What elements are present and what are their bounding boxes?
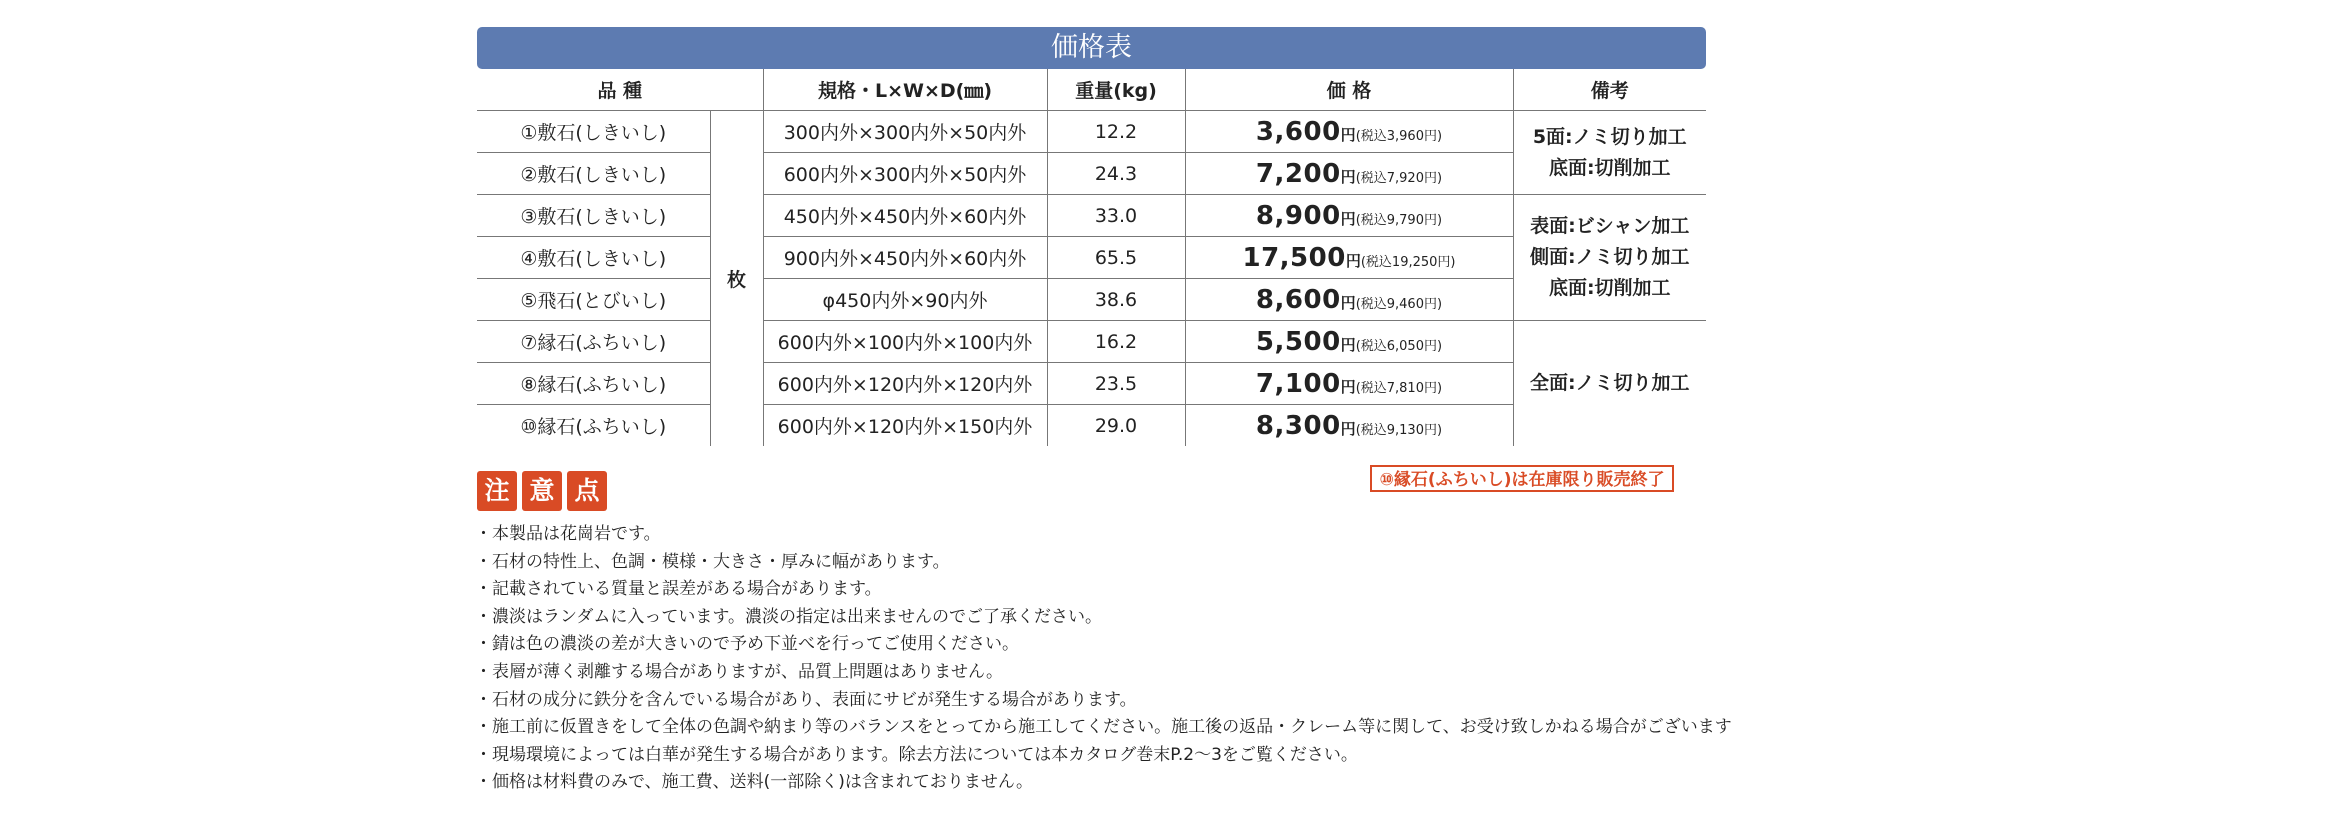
remarks-group-1 (1513, 111, 1706, 195)
remark-line: 5面:ノミ切り加工 (1532, 125, 1687, 148)
product-price (1185, 321, 1513, 363)
remark-line: 表面:ビシャン加工 (1530, 215, 1690, 237)
caution-badge (477, 471, 607, 511)
product-weight: 33.0 (1047, 195, 1185, 237)
product-price (1185, 405, 1513, 447)
remark-line: 底面:切削加工 (1548, 156, 1671, 179)
unit-cell: 枚 (710, 111, 763, 447)
product-name: ②敷石(しきいし) (477, 153, 710, 195)
product-weight: 29.0 (1047, 405, 1185, 447)
product-weight: 38.6 (1047, 279, 1185, 321)
product-price (1185, 279, 1513, 321)
price-table-title: 価格表 (477, 27, 1706, 69)
product-name: ⑦縁石(ふちいし) (477, 321, 710, 363)
price-tax: (税込7,810円) (1355, 380, 1443, 396)
sold-out-notice: ⑩縁石(ふちいし)は在庫限り販売終了 (1370, 465, 1674, 492)
product-weight: 12.2 (1047, 111, 1185, 153)
price-yen: 円 (1340, 293, 1356, 312)
price-tax: (税込19,250円) (1360, 254, 1456, 270)
product-name: ⑧縁石(ふちいし) (477, 363, 710, 405)
product-spec: 600内外×120内外×150内外 (763, 405, 1047, 447)
header-name: 品 種 (477, 69, 763, 111)
price-tax: (税込3,960円) (1355, 128, 1443, 144)
caution-char: 点 (567, 471, 607, 511)
product-spec: 600内外×120内外×120内外 (763, 363, 1047, 405)
product-price (1185, 153, 1513, 195)
price-tax: (税込6,050円) (1355, 338, 1443, 354)
price-value: 8,900 (1255, 200, 1341, 231)
product-price (1185, 195, 1513, 237)
price-tax: (税込9,460円) (1355, 296, 1443, 312)
price-value: 8,300 (1255, 410, 1341, 441)
caution-note: ・記載されている質量と誤差がある場合があります。 (475, 579, 882, 600)
price-yen: 円 (1340, 377, 1356, 396)
caution-note: ・価格は材料費のみで、施工費、送料(一部除く)は含まれておりません。 (475, 772, 1033, 793)
table-header-row (477, 69, 1706, 111)
product-spec: 450内外×450内外×60内外 (763, 195, 1047, 237)
price-tax: (税込9,130円) (1355, 422, 1443, 438)
caution-note: ・錆は色の濃淡の差が大きいので予め下並べを行ってご使用ください。 (475, 634, 1019, 655)
price-value: 7,200 (1255, 158, 1341, 189)
price-value: 8,600 (1255, 284, 1341, 315)
price-yen: 円 (1340, 209, 1356, 228)
product-weight: 16.2 (1047, 321, 1185, 363)
product-name: ③敷石(しきいし) (477, 195, 710, 237)
header-weight: 重量(kg) (1047, 69, 1185, 111)
product-spec: 600内外×300内外×50内外 (763, 153, 1047, 195)
product-spec: 600内外×100内外×100内外 (763, 321, 1047, 363)
price-tax: (税込9,790円) (1355, 212, 1443, 228)
product-weight: 23.5 (1047, 363, 1185, 405)
product-spec: 300内外×300内外×50内外 (763, 111, 1047, 153)
product-weight: 24.3 (1047, 153, 1185, 195)
price-value: 7,100 (1255, 368, 1341, 399)
caution-notes-list (475, 521, 1732, 797)
price-value: 5,500 (1255, 326, 1341, 357)
product-name: ⑩縁石(ふちいし) (477, 405, 710, 447)
price-table (477, 69, 1706, 446)
product-spec: 900内外×450内外×60内外 (763, 237, 1047, 279)
remark-line: 全面:ノミ切り加工 (1529, 372, 1690, 394)
header-notes: 備考 (1513, 69, 1706, 111)
caution-note: ・現場環境によっては白華が発生する場合があります。除去方法については本カタログ巻末P.2〜3をご覧ください。 (475, 744, 1358, 765)
remark-line: 底面:切削加工 (1548, 277, 1671, 299)
caution-char: 注 (477, 471, 517, 511)
caution-note: ・本製品は花崗岩です。 (475, 524, 661, 544)
product-price (1185, 237, 1513, 279)
price-value: 3,600 (1255, 116, 1341, 147)
table-row (477, 111, 1706, 153)
product-name: ⑤飛石(とびいし) (477, 279, 710, 321)
caution-note: ・石材の成分に鉄分を含んでいる場合があり、表面にサビが発生する場合があります。 (475, 689, 1137, 710)
price-yen: 円 (1340, 419, 1356, 438)
product-name: ①敷石(しきいし) (477, 111, 710, 153)
product-weight: 65.5 (1047, 237, 1185, 279)
price-yen: 円 (1340, 125, 1356, 144)
header-price: 価 格 (1185, 69, 1513, 111)
price-value: 17,500 (1242, 242, 1346, 273)
remarks-group-3 (1513, 321, 1706, 447)
caution-note: ・表層が薄く剥離する場合がありますが、品質上問題はありません。 (475, 661, 1004, 682)
product-price (1185, 111, 1513, 153)
caution-char: 意 (522, 471, 562, 511)
table-row (477, 321, 1706, 363)
price-yen: 円 (1340, 335, 1356, 354)
remarks-group-2 (1513, 195, 1706, 321)
price-yen: 円 (1340, 167, 1356, 186)
header-spec: 規格・L×W×D(㎜) (763, 69, 1047, 111)
price-tax: (税込7,920円) (1355, 170, 1443, 186)
remark-line: 側面:ノミ切り加工 (1529, 246, 1690, 268)
table-row (477, 195, 1706, 237)
product-price (1185, 363, 1513, 405)
price-yen: 円 (1345, 251, 1361, 270)
product-name: ④敷石(しきいし) (477, 237, 710, 279)
caution-note: ・施工前に仮置きをして全体の色調や納まり等のバランスをとってから施工してください。施工後の返品・クレーム等に関して、お受け致しかねる場合がございます (475, 717, 1732, 738)
caution-note: ・石材の特性上、色調・模様・大きさ・厚みに幅があります。 (475, 551, 950, 572)
caution-note: ・濃淡はランダムに入っています。濃淡の指定は出来ませんのでご了承ください。 (475, 606, 1102, 627)
product-spec: φ450内外×90内外 (763, 279, 1047, 321)
